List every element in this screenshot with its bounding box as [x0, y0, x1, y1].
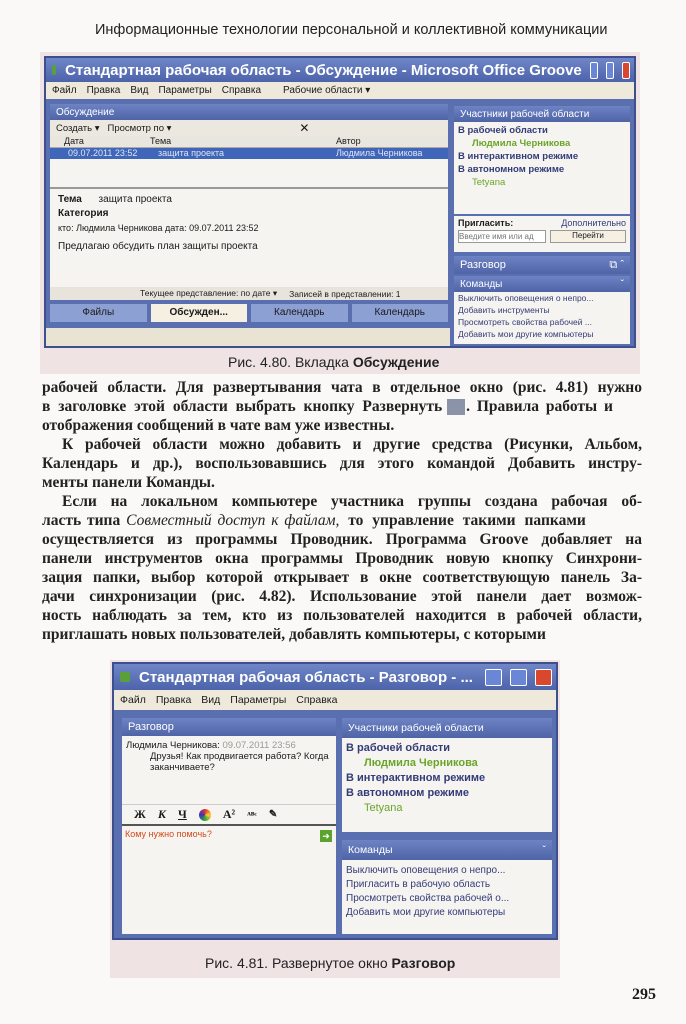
current-view-label: Текущее представление: по дате — [140, 288, 271, 298]
tab-discussion[interactable]: Обсужден... — [151, 304, 248, 322]
caption-bold: Обсуждение — [352, 354, 440, 370]
expand-button-icon — [447, 399, 465, 415]
chat-title: Разговор — [460, 259, 506, 271]
bold-button[interactable]: Ж — [134, 807, 146, 821]
format-toolbar — [122, 804, 336, 826]
send-button[interactable]: ➜ — [320, 830, 332, 842]
figure-caption — [205, 955, 455, 971]
members-title: Участники рабочей области — [342, 718, 552, 738]
window-title: Стандартная рабочая область - Обсуждение - Microsoft Office Groove — [65, 61, 582, 79]
menu-help[interactable]: Справка — [221, 85, 262, 96]
view-by-label: Просмотр по — [107, 122, 164, 134]
maximize-button[interactable] — [606, 62, 614, 79]
body-text-line: осуществляется из программы Проводник. Программа Groove добавляет на — [42, 531, 642, 548]
message-input[interactable] — [122, 826, 336, 926]
menu-help[interactable]: Справка — [296, 694, 338, 706]
body-text-line — [42, 397, 642, 416]
app-icon — [120, 672, 130, 682]
commands-title: Команды — [460, 278, 503, 290]
color-icon[interactable] — [199, 809, 211, 821]
body-text-italic: Совместный доступ к файлам, — [126, 512, 340, 529]
chat-history — [122, 736, 336, 804]
command-item[interactable]: Просмотреть свойства рабочей о... — [346, 893, 510, 904]
font-size-button[interactable]: A² — [222, 807, 236, 821]
commands-panel — [342, 840, 552, 934]
members-title: Участники рабочей области — [454, 106, 630, 122]
category-label: Категория — [58, 208, 109, 219]
window-title: Стандартная рабочая область - Разговор - ... — [139, 668, 473, 686]
italic-button[interactable]: К — [157, 807, 167, 821]
body-text-line: отображения сообщений в чате вам уже известны. — [42, 417, 395, 434]
workspaces-menu[interactable]: Рабочие области ▾ — [283, 85, 371, 96]
chat-window — [112, 662, 558, 940]
groove-window — [44, 56, 636, 348]
menu-view[interactable]: Вид — [201, 694, 221, 706]
underline-button[interactable]: Ч — [178, 807, 187, 821]
row-author: Людмила Черникова — [336, 148, 423, 158]
members-panel — [454, 106, 630, 214]
table-header — [50, 136, 448, 148]
close-button[interactable] — [535, 669, 552, 686]
panel-header — [50, 104, 448, 120]
create-label: Создать — [56, 122, 93, 134]
maximize-button[interactable] — [510, 669, 527, 686]
menu-options[interactable]: Параметры — [230, 694, 287, 706]
go-button[interactable]: Перейти — [550, 230, 626, 243]
member-user1[interactable]: Людмила Черникова — [364, 757, 478, 769]
group-in-workspace[interactable]: В рабочей области — [458, 125, 548, 136]
table-row[interactable] — [50, 148, 448, 159]
body-text-line — [42, 511, 642, 530]
minimize-button[interactable] — [485, 669, 502, 686]
caption-text: Рис. 4.80. Вкладка — [228, 354, 353, 370]
body-text-line: Календарь и др.), воспользовавшись для этого командой Добавить инстру- — [42, 455, 642, 472]
member-user2[interactable]: Tetyana — [364, 802, 403, 814]
command-item[interactable]: Просмотреть свойства рабочей ... — [458, 317, 592, 327]
row-topic: защита проекта — [158, 148, 225, 158]
invite-section — [454, 216, 630, 252]
commands-header — [454, 276, 630, 292]
message-preview — [50, 189, 448, 258]
expand-icon[interactable]: ⧉ ˆ — [609, 258, 624, 271]
page-number: 295 — [632, 986, 656, 1003]
members-panel — [342, 718, 552, 832]
command-item[interactable]: Добавить мои другие компьютеры — [346, 907, 506, 918]
discussion-panel — [50, 104, 448, 300]
figure-caption — [228, 354, 439, 370]
body-text-line: зация папки, выбор которой открывает в окне соответствующую панель За- — [42, 569, 642, 586]
command-item[interactable]: Выключить оповещения о непро... — [458, 293, 594, 303]
panel-title: Обсуждение — [56, 106, 115, 118]
menu-view[interactable]: Вид — [130, 85, 149, 96]
message-author: Людмила Черникова: — [126, 740, 220, 751]
more-link[interactable]: Дополнительно — [561, 218, 626, 228]
workspaces-label: Рабочие области — [283, 85, 363, 96]
menu-edit[interactable]: Правка — [86, 85, 121, 96]
running-header: Информационные технологии персональной и коллективной коммуникации — [95, 22, 608, 38]
member-user2[interactable]: Tetyana — [472, 177, 506, 188]
tab-files[interactable]: Файлы — [50, 304, 147, 322]
topic-label: Тема — [58, 194, 82, 205]
menu-file[interactable]: Файл — [120, 694, 146, 706]
menu-edit[interactable]: Правка — [155, 694, 192, 706]
chat-panel — [122, 718, 336, 934]
body-text-line: Если на локальном компьютере участника группы создана рабочая об- — [62, 493, 642, 510]
chat-title: Разговор — [128, 721, 174, 733]
group-in-workspace[interactable]: В рабочей области — [346, 742, 451, 754]
collapse-icon[interactable]: ˇ — [542, 844, 546, 856]
record-count: Записей в представлении: 1 — [289, 288, 401, 299]
body-text-line: К рабочей области можно добавить и другие средства (Рисунки, Альбом, — [62, 436, 642, 453]
body-text: . Правила работы и — [466, 398, 613, 415]
col-topic[interactable]: Тема — [150, 136, 172, 146]
group-offline[interactable]: В автономном режиме — [346, 787, 469, 799]
caption-bold: Разговор — [391, 955, 456, 971]
spellcheck-icon[interactable]: ᴬᴮᶜ — [247, 809, 257, 820]
menu-bar — [46, 82, 634, 99]
caption-text: Рис. 4.81. Развернутое окно — [205, 955, 392, 971]
title-bar — [114, 664, 556, 690]
tab-calendar-2[interactable]: Календарь — [352, 304, 449, 322]
minimize-button[interactable] — [590, 62, 598, 79]
message-text: Друзья! Как продвигается работа? Когда заканчиваете? — [150, 751, 329, 773]
col-date[interactable]: Дата — [64, 136, 84, 146]
figure-4-80 — [40, 52, 640, 374]
command-item[interactable]: Выключить оповещения о непро... — [346, 865, 506, 876]
commands-title: Команды — [348, 844, 393, 856]
message-meta: кто: Людмила Черникова дата: 09.07.2011 23:52 — [58, 223, 259, 233]
toolbar — [50, 120, 448, 136]
status-bar — [50, 287, 448, 300]
menu-file[interactable]: Файл — [52, 85, 77, 96]
chat-header[interactable] — [454, 256, 630, 274]
chat-header — [122, 718, 336, 736]
body-text-line: рабочей области. Для развертывания чата в отдельное окно (рис. 4.81) нужно — [42, 379, 642, 396]
group-offline[interactable]: В автономном режиме — [458, 164, 565, 175]
current-view[interactable]: Текущее представление: по дате ▾ — [140, 288, 278, 298]
row-date: 09.07.2011 23:52 — [68, 148, 138, 158]
body-text-line: менты панели Команды. — [42, 474, 215, 491]
commands-header — [342, 840, 552, 860]
message-time: 09.07.2011 23:56 — [222, 740, 296, 751]
window-status-bar — [46, 328, 450, 346]
col-author[interactable]: Автор — [336, 136, 361, 146]
member-user1[interactable]: Людмила Черникова — [472, 138, 571, 149]
title-bar — [46, 58, 634, 82]
body-text-line: дачи синхронизации (рис. 4.82). Использование этой панели дает возмож- — [42, 588, 642, 605]
commands-panel — [454, 276, 630, 344]
app-icon — [52, 65, 56, 75]
command-item[interactable]: Добавить инструменты — [458, 305, 550, 315]
group-online[interactable]: В интерактивном режиме — [346, 772, 486, 784]
figure-4-81 — [110, 660, 560, 978]
message-input-text: Кому нужно помочь? — [125, 829, 212, 839]
close-button[interactable] — [622, 62, 630, 79]
mic-icon[interactable]: ✎ — [268, 809, 278, 820]
body-text: в заголовке этой области выбрать кнопку Развернуть — [42, 398, 443, 415]
collapse-icon[interactable]: ˇ — [620, 278, 624, 290]
command-item[interactable]: Добавить мои другие компьютеры — [458, 329, 594, 339]
body-text: то управление такими папками — [339, 512, 586, 529]
view-by-button[interactable]: Просмотр по ▾ — [107, 122, 172, 134]
command-item[interactable]: Пригласить в рабочую область — [346, 879, 491, 890]
message-text: Предлагаю обсудить план защиты проекта — [58, 241, 258, 252]
invite-input[interactable] — [458, 230, 546, 243]
body-text: ласть типа — [42, 512, 127, 529]
invite-label: Пригласить: — [458, 218, 514, 228]
body-text-line: панели инструментов окна программы Проводник новую кнопку Синхрони- — [42, 550, 642, 567]
body-text-line: ность наблюдать за тем, кто из пользователей находится в рабочей области, — [42, 607, 642, 624]
delete-icon[interactable]: ✕ — [299, 121, 310, 135]
menu-options[interactable]: Параметры — [158, 85, 212, 96]
create-button[interactable]: Создать ▾ — [56, 122, 100, 134]
group-online[interactable]: В интерактивном режиме — [458, 151, 579, 162]
menu-bar — [114, 690, 556, 710]
body-text-line: приглашать новых пользователей, добавлять компьютеры, с которыми — [42, 626, 546, 643]
tool-tabs — [50, 304, 448, 322]
topic-value: защита проекта — [98, 194, 172, 205]
tab-calendar-1[interactable]: Календарь — [251, 304, 348, 322]
